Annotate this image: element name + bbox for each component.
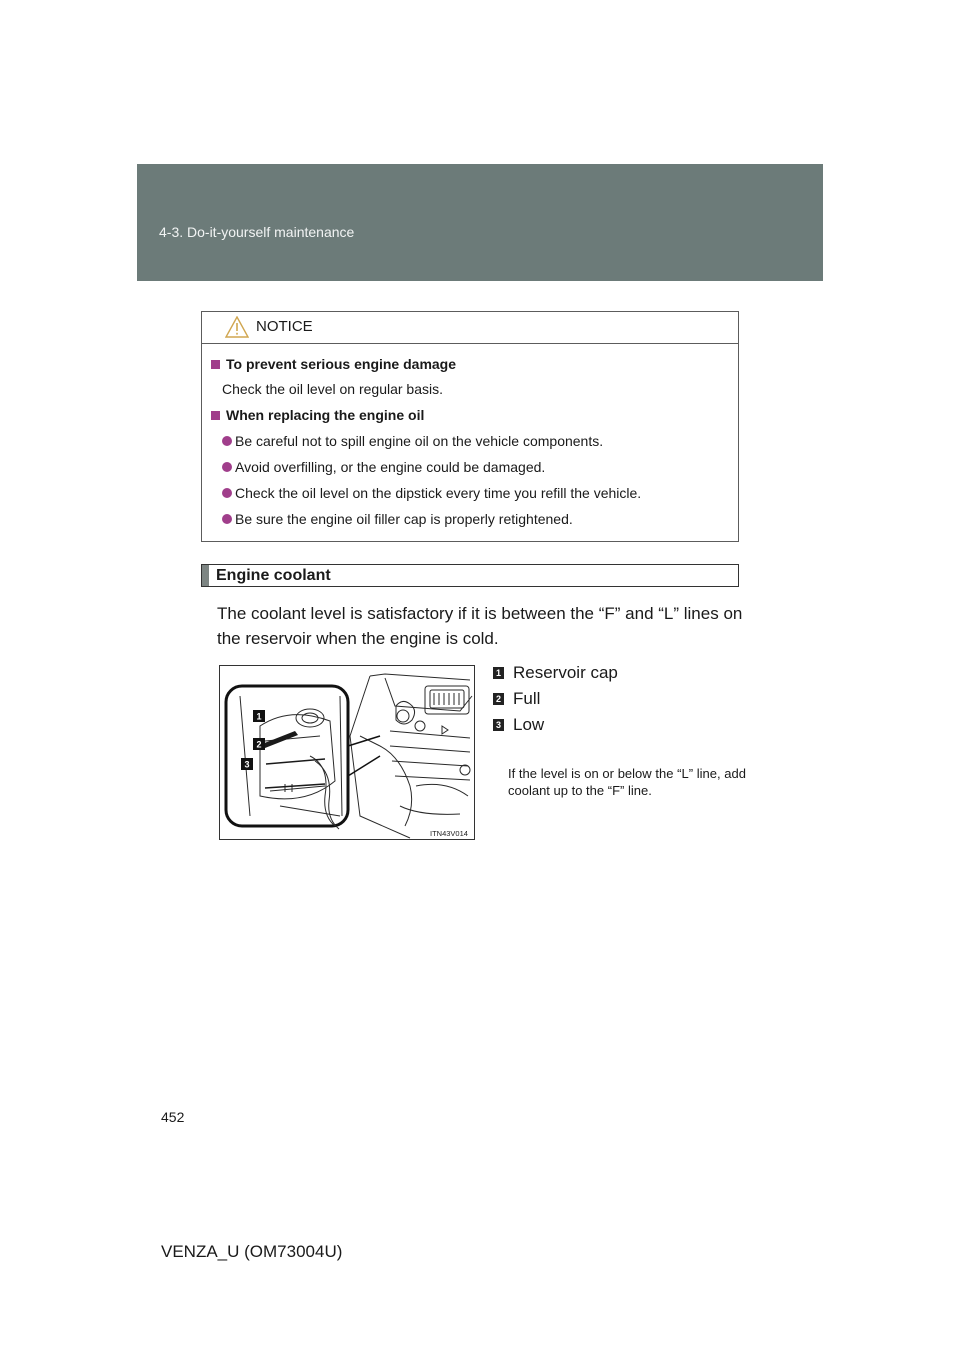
bullet-dot-icon <box>222 488 232 498</box>
figure-callout-1 <box>253 710 265 722</box>
notice-title: NOTICE <box>256 318 313 335</box>
legend-item-reservoir-cap: 1 Reservoir cap <box>493 663 618 683</box>
page-number: 452 <box>161 1109 185 1125</box>
engine-bay-figure <box>219 665 475 840</box>
notice-bullet: Be careful not to spill engine oil on the vehicle components. <box>222 433 603 449</box>
svg-text:1: 1 <box>256 711 262 722</box>
document-code: VENZA_U (OM73004U) <box>161 1242 343 1261</box>
bullet-dot-icon <box>222 462 232 472</box>
figure-callout-2 <box>253 738 265 750</box>
section-label: 4-3. Do-it-yourself maintenance <box>159 224 355 240</box>
legend-item-full: 2 Full <box>493 689 540 709</box>
zoom-inset <box>226 686 380 829</box>
square-bullet-icon <box>211 360 220 369</box>
figure-code: ITN43V014 <box>430 829 468 838</box>
figure-callout-3 <box>241 758 253 770</box>
header-band <box>137 164 823 281</box>
bullet-dot-icon <box>222 514 232 524</box>
notice-bullet: Avoid overfilling, or the engine could be damaged. <box>222 459 545 475</box>
notice-box <box>201 311 739 542</box>
bullet-dot-icon <box>222 436 232 446</box>
section-title: Engine coolant <box>216 566 331 584</box>
svg-text:2: 2 <box>256 739 262 750</box>
notice-heading: To prevent serious engine damage <box>211 356 456 372</box>
heading-stripe <box>202 565 209 586</box>
notice-bullet: Check the oil level on the dipstick every time you refill the vehicle. <box>222 485 641 501</box>
notice-bullet: Be sure the engine oil filler cap is properly retightened. <box>222 511 573 527</box>
coolant-note: If the level is on or below the “L” line, add coolant up to the “F” line. <box>508 766 746 798</box>
engine-bay-illustration <box>220 666 475 840</box>
legend-item-low: 3 Low <box>493 715 544 735</box>
number-3-icon: 3 <box>493 719 504 731</box>
number-2-icon: 2 <box>493 693 504 705</box>
section-heading-bar <box>201 564 739 587</box>
notice-header <box>202 312 738 344</box>
square-bullet-icon <box>211 411 220 420</box>
body-paragraph: The coolant level is satisfactory if it is between the “F” and “L” lines on the reservoir when the engine is cold. <box>217 604 743 648</box>
warning-icon <box>225 316 249 338</box>
notice-line: Check the oil level on regular basis. <box>222 381 444 397</box>
number-1-icon: 1 <box>493 667 504 679</box>
svg-text:3: 3 <box>244 759 250 770</box>
notice-heading: When replacing the engine oil <box>211 407 424 423</box>
